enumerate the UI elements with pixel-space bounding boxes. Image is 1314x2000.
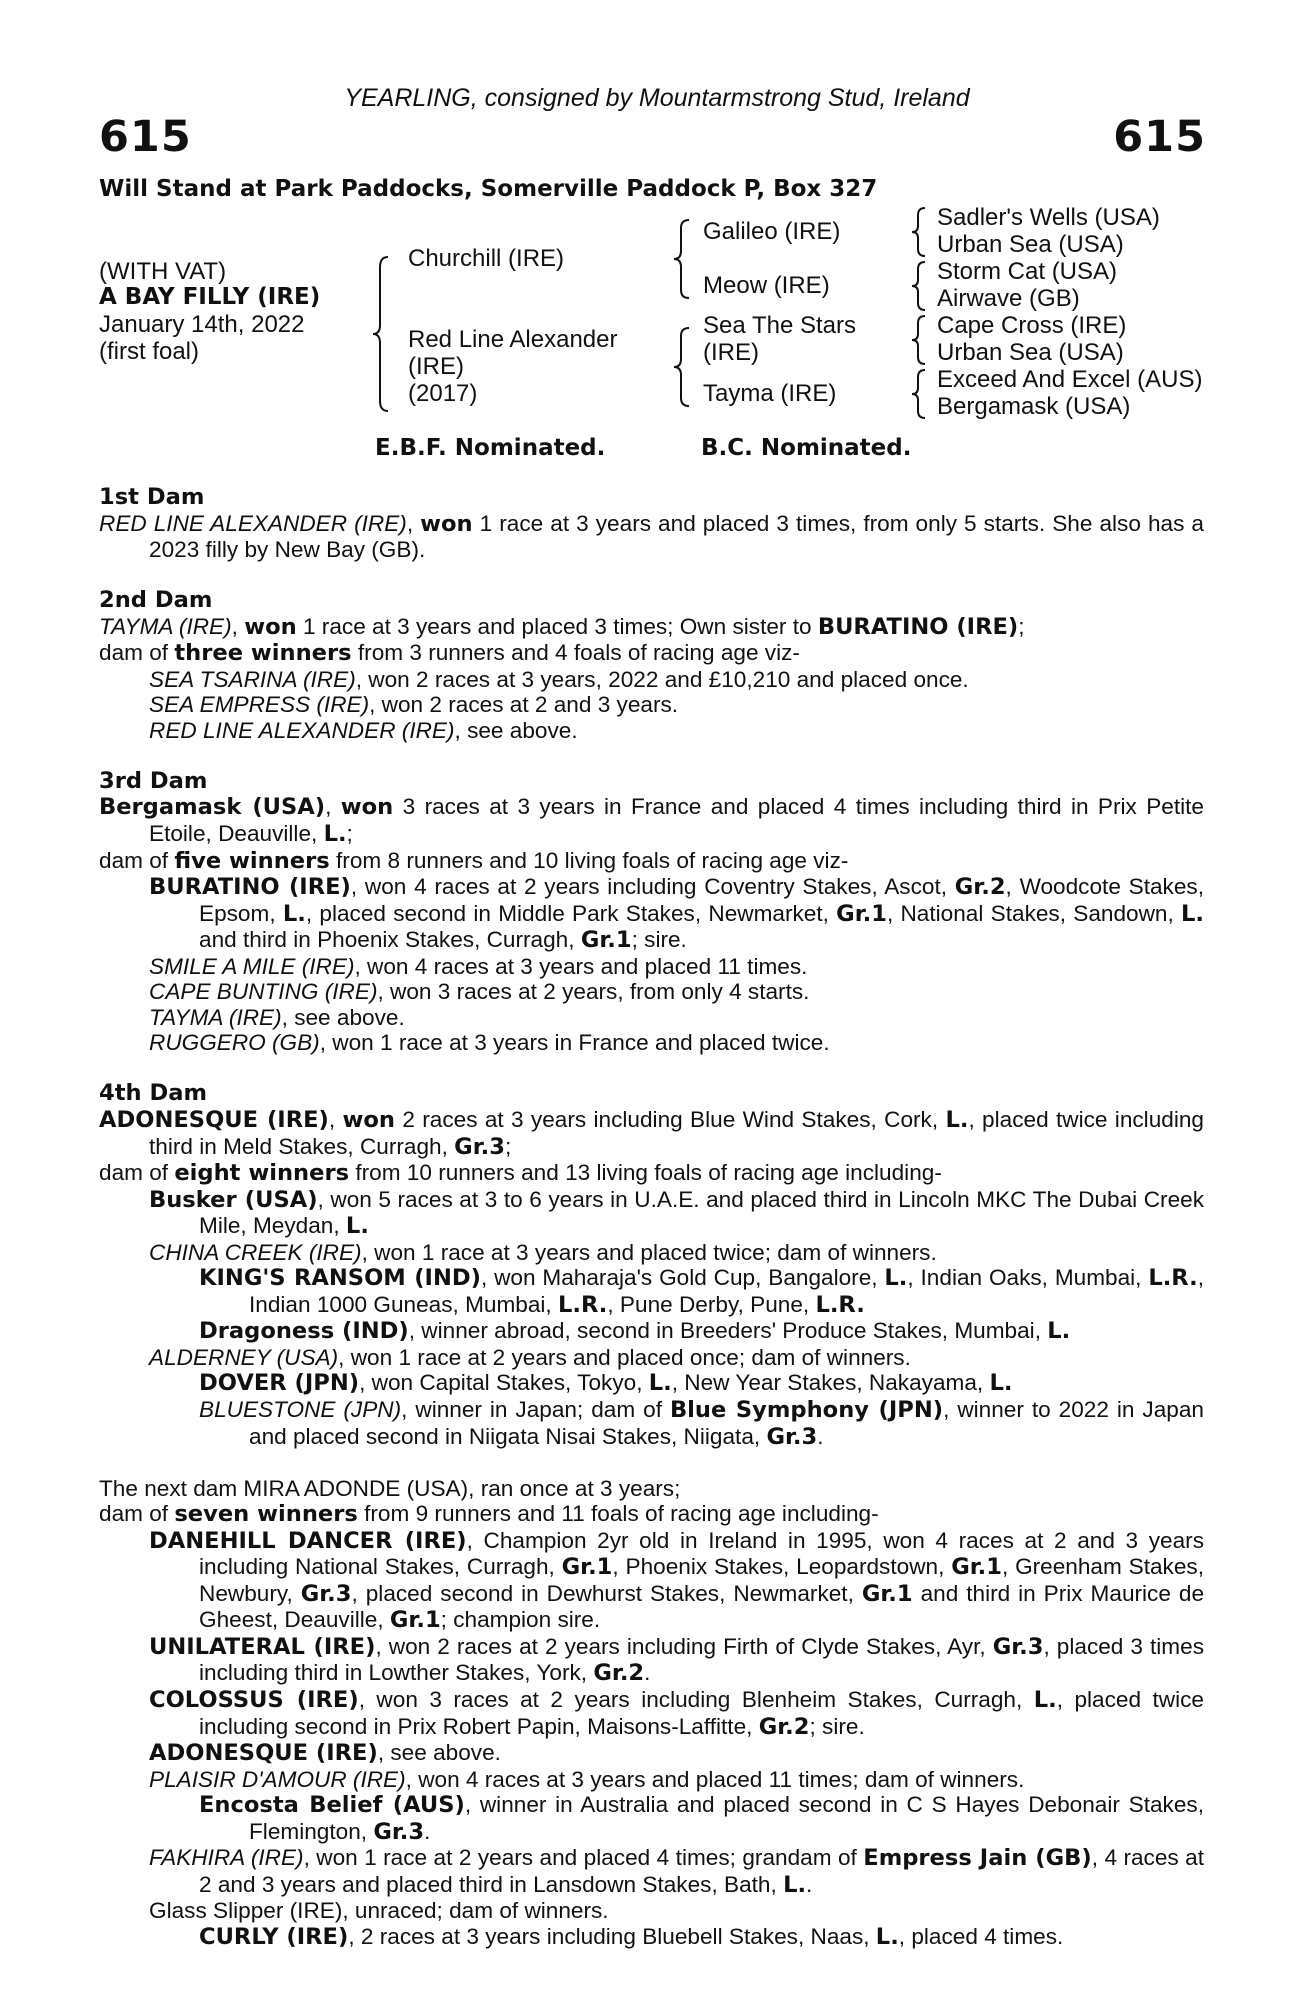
pedigree-brace-dd: [909, 368, 929, 420]
bold-text: won: [244, 613, 297, 640]
bold-text: L.: [945, 1106, 969, 1133]
ped-sire-sire-dam: Urban Sea (USA): [937, 231, 1124, 258]
bold-text: ADONESQUE (IRE): [149, 1740, 378, 1767]
text-run: , won 2 races at 3 years, 2022 and £10,210 and placed once.: [355, 666, 969, 692]
bold-text: Blue Symphony (JPN): [669, 1397, 944, 1423]
text-run: , 2 races at 3 years including Bluebell Stakes, Naas,: [348, 1923, 876, 1949]
record-line: [99, 1345, 1204, 1371]
text-run: , won Capital Stakes, Tokyo,: [359, 1370, 649, 1396]
bold-text: Gr.1: [951, 1554, 1002, 1581]
dam-sire-line2: (IRE): [703, 339, 759, 366]
text-run: ,: [328, 1106, 343, 1132]
text-run: ,: [231, 613, 245, 639]
bold-text: won: [340, 794, 394, 821]
bold-text: COLOSSUS (IRE): [149, 1686, 359, 1713]
section-4: [99, 1081, 1204, 1450]
record-line: [99, 1767, 1204, 1793]
text-run: , won 4 races at 2 years including Coventry Stakes, Ascot,: [350, 874, 955, 900]
text-run: , won 5 races at 3 to 6 years in U.A.E. and placed third in Lincoln MKC The Dubai Creek Mile, Meydan,: [199, 1186, 1204, 1239]
record-line: [99, 692, 1204, 718]
bold-text: L.: [1047, 1318, 1071, 1345]
record-line: [99, 511, 1204, 563]
bold-text: Busker (USA): [149, 1186, 318, 1213]
record-line: [99, 1501, 1204, 1528]
record-line: [99, 1792, 1204, 1845]
record-line: [99, 1740, 1204, 1767]
text-run: , see above.: [281, 1004, 405, 1030]
text-run: from 9 runners and 11 foals of racing age including-: [357, 1501, 879, 1527]
text-run: ,: [406, 510, 421, 536]
record-line: [99, 794, 1204, 847]
text-run: and third in Phoenix Stakes, Curragh,: [199, 927, 581, 953]
text-run: , won 2 races at 2 years including Firth of Clyde Stakes, Ayr,: [375, 1633, 993, 1659]
pedigree-brace-sd: [909, 260, 929, 312]
text-run: ;: [1018, 613, 1025, 639]
text-run: 1 race at 3 years and placed 3 times; Own sister to: [296, 613, 818, 639]
ped-dam-sire-dam: Urban Sea (USA): [937, 339, 1124, 366]
pedigree-brace-main: [370, 255, 392, 413]
text-run: , Indian Oaks, Mumbai,: [907, 1265, 1149, 1291]
text-run: , won 1 race at 3 years and placed twice; dam of winners.: [361, 1239, 937, 1265]
bold-text: DOVER (JPN): [199, 1370, 360, 1397]
text-run: .: [817, 1423, 824, 1449]
record-line: [99, 1397, 1204, 1450]
text-run: ; champion sire.: [440, 1607, 601, 1633]
text-run: ;: [504, 1133, 512, 1159]
text-run: , placed 4 times.: [898, 1923, 1064, 1949]
text-run: , winner to 2022 in Japan and placed second in Niigata Nisai Stakes, Niigata,: [249, 1397, 1204, 1449]
text-run: , placed 3 times including third in Lowther Stakes, York,: [199, 1633, 1204, 1686]
ebf-nominated: E.B.F. Nominated.: [375, 435, 606, 461]
bold-text: Gr.3: [373, 1818, 425, 1845]
pedigree-brace-dam: [671, 326, 693, 408]
bold-text: L.: [884, 1265, 908, 1292]
bold-text: Gr.1: [580, 927, 632, 954]
bold-text: CURLY (IRE): [199, 1923, 349, 1950]
text-run: ; sire.: [809, 1713, 865, 1739]
pedigree-brace-ds: [909, 314, 929, 366]
ped-dam-dam-sire: Exceed And Excel (AUS): [937, 366, 1203, 393]
lot-number-left: 615: [99, 112, 192, 162]
sire-name: Churchill (IRE): [408, 245, 565, 272]
text-run: .: [644, 1660, 651, 1686]
bc-nominated: B.C. Nominated.: [701, 435, 912, 461]
bold-text: Gr.2: [593, 1660, 645, 1687]
section-2: [99, 588, 1204, 743]
text-run: dam of: [99, 1501, 175, 1527]
text-run: from 3 runners and 4 foals of racing age viz-: [351, 640, 800, 666]
ped-dam-dam-dam: Bergamask (USA): [937, 393, 1131, 420]
record-line: [99, 874, 1204, 954]
text-run: , won 3 races at 2 years including Blenheim Stakes, Curragh,: [358, 1686, 1034, 1712]
record-line: [99, 1005, 1204, 1031]
lot-number-right: 615: [1113, 112, 1206, 162]
italic-name: SEA TSARINA (IRE): [149, 666, 356, 692]
text-run: The next dam MIRA ADONDE (USA), ran once at 3 years;: [99, 1475, 681, 1501]
bold-text: L.: [345, 1213, 369, 1240]
text-run: Glass Slipper (IRE), unraced; dam of winners.: [149, 1898, 609, 1924]
text-run: , Champion 2yr old in Ireland in 1995, won 4 races at 2 and 3 years including National Stakes, Curragh,: [199, 1527, 1204, 1580]
bold-text: won: [420, 510, 473, 537]
text-run: , won 1 race at 2 years and placed 4 times; grandam of: [303, 1845, 864, 1871]
bold-text: Bergamask (USA): [99, 794, 326, 821]
text-run: 1 race at 3 years and placed 3 times, from only 5 starts. She also has a 2023 filly by New Bay (GB).: [149, 510, 1204, 563]
bold-text: won: [342, 1106, 395, 1133]
bold-text: L.R.: [815, 1291, 865, 1318]
italic-name: FAKHIRA (IRE): [149, 1845, 304, 1871]
text-run: , won 1 race at 3 years in France and placed twice.: [319, 1030, 830, 1056]
bold-text: L.: [1181, 900, 1205, 927]
dam-sire-line1: Sea The Stars: [703, 312, 856, 339]
section-3: [99, 769, 1204, 1056]
bold-text: Gr.3: [766, 1423, 818, 1450]
bold-text: Gr.2: [954, 874, 1006, 901]
bold-text: L.: [282, 900, 306, 927]
ped-dam-sire-sire: Cape Cross (IRE): [937, 312, 1127, 339]
text-run: and third in Prix Maurice de Gheest, Deauville,: [199, 1580, 1205, 1633]
bold-text: BURATINO (IRE): [817, 613, 1019, 640]
section-heading: 3rd Dam: [99, 767, 208, 794]
text-run: , placed twice including third in Meld Stakes, Curragh,: [149, 1106, 1204, 1159]
record-line: [99, 954, 1204, 980]
pedigree-brace-ss: [909, 206, 929, 258]
text-run: , Greenham Stakes, Newbury,: [199, 1554, 1204, 1606]
text-run: , see above.: [377, 1740, 501, 1766]
ped-sire-dam-dam: Airwave (GB): [937, 285, 1080, 312]
bold-text: Dragoness (IND): [199, 1318, 409, 1345]
record-line: [99, 1107, 1204, 1160]
bold-text: KING'S RANSOM (IND): [199, 1265, 481, 1292]
section-5: [99, 1476, 1204, 1951]
record-line: [99, 1240, 1204, 1266]
text-run: , won 4 races at 3 years and placed 11 times.: [354, 953, 808, 979]
italic-name: BLUESTONE (JPN): [199, 1397, 402, 1422]
bold-text: L.: [989, 1370, 1013, 1397]
text-run: .: [806, 1871, 813, 1897]
sire-dam: Meow (IRE): [703, 272, 830, 299]
italic-name: PLAISIR D'AMOUR (IRE): [149, 1766, 406, 1792]
text-run: ;: [346, 821, 353, 847]
italic-name: CAPE BUNTING (IRE): [149, 979, 378, 1005]
horse-name: A BAY FILLY (IRE): [99, 284, 321, 310]
produce-record: [99, 485, 1204, 1950]
record-line: [99, 1528, 1204, 1634]
text-run: , won Maharaja's Gold Cup, Bangalore,: [480, 1265, 885, 1291]
text-run: , National Stakes, Sandown,: [886, 900, 1182, 926]
text-run: ,: [325, 794, 341, 820]
italic-name: CHINA CREEK (IRE): [149, 1239, 362, 1265]
text-run: , see above.: [454, 717, 578, 743]
pedigree-brace-sire: [671, 218, 693, 300]
bold-text: Gr.1: [861, 1580, 913, 1607]
section-1: [99, 485, 1204, 563]
bold-text: L.: [875, 1923, 899, 1950]
bold-text: Gr.1: [836, 900, 887, 927]
bold-text: five winners: [174, 847, 330, 874]
bold-text: Gr.3: [992, 1633, 1044, 1660]
record-line: [99, 1845, 1204, 1898]
text-run: , winner abroad, second in Breeders' Produce Stakes, Mumbai,: [408, 1318, 1048, 1344]
text-run: dam of: [99, 1160, 175, 1186]
bold-text: UNILATERAL (IRE): [149, 1633, 376, 1660]
text-run: , won 3 races at 2 years, from only 4 starts.: [377, 979, 810, 1005]
ped-sire-dam-sire: Storm Cat (USA): [937, 258, 1118, 285]
record-line: [99, 667, 1204, 693]
bold-text: Empress Jain (GB): [863, 1845, 1092, 1872]
text-run: , placed second in Dewhurst Stakes, Newmarket,: [351, 1580, 862, 1606]
text-run: ; sire.: [631, 927, 687, 953]
record-line: [99, 848, 1204, 875]
italic-name: ALDERNEY (USA): [149, 1344, 339, 1370]
sire-sire: Galileo (IRE): [703, 218, 841, 245]
bold-text: Gr.3: [454, 1133, 505, 1160]
dam-name-line2: (IRE): [408, 353, 464, 380]
record-line: [99, 1687, 1204, 1740]
text-run: , 4 races at 2 and 3 years and placed third in Lansdown Stakes, Bath,: [199, 1845, 1204, 1897]
record-line: [99, 1187, 1204, 1240]
bold-text: L.: [783, 1871, 807, 1898]
record-line: [99, 1318, 1204, 1345]
bold-text: Gr.1: [561, 1554, 613, 1581]
bold-text: L.: [323, 821, 347, 848]
text-run: 3 races at 3 years in France and placed 4 times including third in Prix Petite Etoile, Deauville,: [149, 794, 1204, 847]
text-run: .: [424, 1818, 431, 1844]
bold-text: L.: [1033, 1686, 1057, 1713]
ped-sire-sire-sire: Sadler's Wells (USA): [937, 204, 1160, 231]
record-line: [99, 640, 1204, 667]
section-heading: 4th Dam: [99, 1080, 208, 1107]
italic-name: SMILE A MILE (IRE): [149, 953, 355, 979]
italic-name: RUGGERO (GB): [149, 1030, 320, 1056]
bold-text: Encosta Belief (AUS): [199, 1792, 465, 1819]
bold-text: Gr.3: [300, 1580, 352, 1607]
text-run: dam of: [99, 640, 175, 666]
text-run: , won 4 races at 3 years and placed 11 times; dam of winners.: [405, 1766, 1025, 1792]
bold-text: L.R.: [557, 1291, 608, 1318]
date-of-birth: January 14th, 2022: [99, 311, 305, 338]
record-line: [99, 1898, 1204, 1924]
text-run: , winner in Australia and placed second in C S Hayes Debonair Stakes, Flemington,: [249, 1792, 1204, 1844]
dam-name-line1: Red Line Alexander: [408, 326, 618, 353]
bold-text: Gr.1: [389, 1607, 441, 1634]
italic-name: TAYMA (IRE): [149, 1004, 282, 1030]
record-line: [99, 1476, 1204, 1502]
vat-note: (WITH VAT): [99, 258, 227, 285]
bold-text: L.R.: [1148, 1265, 1198, 1292]
record-line: [99, 979, 1204, 1005]
bold-text: seven winners: [174, 1501, 358, 1528]
text-run: , Indian 1000 Guneas, Mumbai,: [249, 1265, 1204, 1317]
section-heading: 1st Dam: [99, 484, 205, 510]
bold-text: ADONESQUE (IRE): [99, 1106, 329, 1133]
record-line: [99, 718, 1204, 744]
bold-text: three winners: [174, 640, 352, 667]
text-run: , Woodcote Stakes, Epsom,: [199, 874, 1204, 926]
text-run: , Phoenix Stakes, Leopardstown,: [612, 1554, 952, 1580]
text-run: , placed second in Middle Park Stakes, Newmarket,: [305, 900, 837, 926]
record-line: [99, 1030, 1204, 1056]
bold-text: DANEHILL DANCER (IRE): [149, 1527, 467, 1554]
text-run: , placed twice including second in Prix Robert Papin, Maisons-Laffitte,: [199, 1686, 1204, 1739]
text-run: from 8 runners and 10 living foals of racing age viz-: [329, 847, 849, 873]
foal-note: (first foal): [99, 338, 200, 365]
bold-text: BURATINO (IRE): [149, 874, 351, 901]
italic-name: SEA EMPRESS (IRE): [149, 692, 370, 718]
bold-text: eight winners: [174, 1160, 350, 1187]
dam-name-line3: (2017): [408, 380, 478, 407]
record-line: [99, 1160, 1204, 1187]
bold-text: Gr.2: [758, 1713, 810, 1740]
text-run: , New Year Stakes, Nakayama,: [671, 1370, 990, 1396]
italic-name: TAYMA (IRE): [99, 613, 232, 639]
bold-text: L.: [648, 1370, 672, 1397]
text-run: , winner in Japan; dam of: [401, 1397, 670, 1422]
stand-location: Will Stand at Park Paddocks, Somerville Paddock P, Box 327: [99, 176, 878, 202]
section-heading: 2nd Dam: [99, 587, 213, 614]
text-run: 2 races at 3 years including Blue Wind Stakes, Cork,: [394, 1106, 946, 1132]
dam-dam: Tayma (IRE): [703, 380, 837, 407]
record-line: [99, 1924, 1204, 1951]
text-run: dam of: [99, 847, 175, 873]
record-line: [99, 1634, 1204, 1687]
italic-name: RED LINE ALEXANDER (IRE): [99, 510, 407, 536]
record-line: [99, 614, 1204, 641]
italic-name: RED LINE ALEXANDER (IRE): [149, 717, 455, 743]
record-line: [99, 1370, 1204, 1397]
text-run: from 10 runners and 13 living foals of racing age including-: [349, 1160, 942, 1186]
catalogue-subtitle: YEARLING, consigned by Mountarmstrong Stud, Ireland: [344, 84, 970, 112]
record-line: [99, 1265, 1204, 1318]
text-run: , Pune Derby, Pune,: [607, 1291, 816, 1317]
text-run: , won 1 race at 2 years and placed once; dam of winners.: [338, 1344, 911, 1370]
text-run: , won 2 races at 2 and 3 years.: [369, 692, 679, 718]
